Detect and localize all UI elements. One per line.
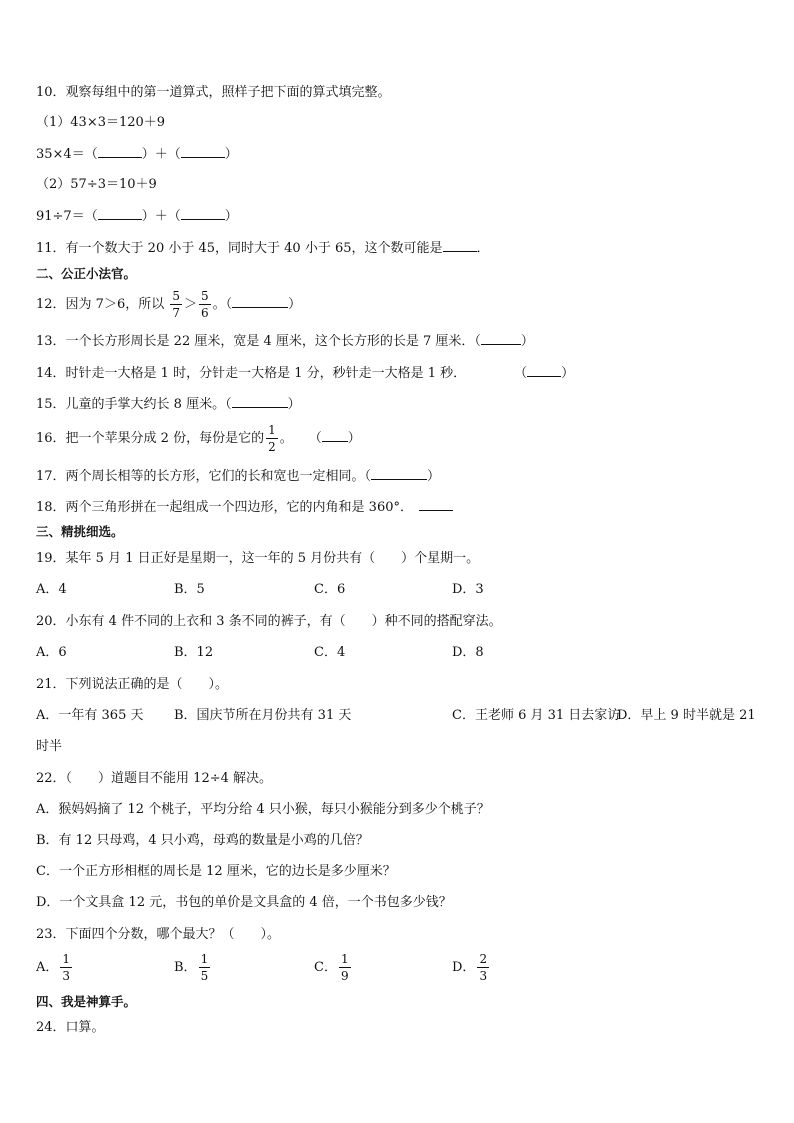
q17: 17．两个周长相等的长方形，它们的长和宽也一定相同。（ ） (36, 469, 441, 484)
answer-blank[interactable] (181, 145, 225, 158)
fraction-5-7: $\frac{5}{7}$ (172, 289, 180, 320)
q21-option-b[interactable]: B．国庆节所在月份共有 31 天 (174, 708, 352, 723)
q18: 18．两个三角形拼在一起组成一个四边形，它的内角和是 360°． (36, 498, 453, 517)
q19-option-c[interactable]: C．6 (314, 582, 346, 597)
q23-stem: 23．下面四个分数，哪个最大？（ ）。 (36, 927, 281, 942)
answer-blank[interactable] (527, 364, 561, 377)
section-3-heading: 三、精挑细选。 (36, 524, 124, 539)
answer-blank[interactable] (232, 395, 288, 408)
q10-example-2: （2）57÷3＝10＋9 (36, 177, 157, 192)
fraction-5-6: $\frac{5}{6}$ (201, 289, 209, 320)
answer-blank[interactable] (98, 145, 142, 158)
q19-option-b[interactable]: B．5 (174, 582, 205, 597)
q20-option-c[interactable]: C．4 (314, 645, 346, 660)
q21-option-c[interactable]: C．王老师 6 月 31 日去家访 (452, 708, 621, 723)
q20-stem: 20．小东有 4 件不同的上衣和 3 条不同的裤子，有（ ）种不同的搭配穿法。 (36, 614, 502, 629)
answer-blank[interactable] (443, 239, 477, 252)
q21-stem: 21．下列说法正确的是（ ）。 (36, 677, 229, 692)
section-2-heading: 二、公正小法官。 (36, 266, 137, 281)
q21-option-a[interactable]: A．一年有 365 天 (36, 708, 144, 723)
q10-title: 10．观察每组中的第一道算式，照样子把下面的算式填完整。 (36, 85, 391, 100)
q23-option-b[interactable]: B． $\frac{1}{5}$ (174, 952, 209, 983)
q19-option-a[interactable]: A．4 (36, 582, 67, 597)
q22-option-b[interactable]: B．有 12 只母鸡，4 只小鸡，母鸡的数量是小鸡的几倍？ (36, 833, 369, 848)
q15: 15．儿童的手掌大约长 8 厘米。（ ） (36, 397, 301, 412)
q12: 12．因为 7＞6，所以 $\frac{5}{7}$ ＞ $\frac{5}{6}$ 。（ ） (36, 289, 302, 320)
q23-option-d[interactable]: D． $\frac{2}{3}$ (452, 952, 488, 983)
fraction-2-3: $\frac{2}{3}$ (479, 952, 488, 983)
q11: 11．有一个数大于 20 小于 45，同时大于 40 小于 65，这个数可能是 ． (36, 241, 490, 256)
answer-blank[interactable] (371, 467, 427, 480)
answer-blank[interactable] (232, 295, 288, 308)
q23-option-a[interactable]: A． $\frac{1}{3}$ (36, 952, 71, 983)
answer-blank[interactable] (181, 207, 225, 220)
q21-option-d[interactable]: D．早上 9 时半就是 21 (617, 708, 756, 723)
q20-option-d[interactable]: D．8 (452, 645, 484, 660)
q10-fill-line-2: 91÷7＝（ ）＋（ ） (36, 209, 238, 224)
q19-option-d[interactable]: D．3 (452, 582, 484, 597)
fraction-1-3: $\frac{1}{3}$ (62, 952, 71, 983)
q22-option-a[interactable]: A．猴妈妈摘了 12 个桃子，平均分给 4 只小猴，每只小猴能分到多少个桃子？ (36, 802, 490, 817)
q22-option-c[interactable]: C．一个正方形相框的周长是 12 厘米，它的边长是多少厘米？ (36, 864, 396, 879)
q22-option-d[interactable]: D．一个文具盒 12 元，书包的单价是文具盒的 4 倍，一个书包多少钱？ (36, 895, 452, 910)
answer-blank[interactable] (481, 332, 521, 345)
q24: 24．口算。 (36, 1020, 105, 1035)
q19-stem: 19．某年 5 月 1 日正好是星期一，这一年的 5 月份共有（ ）个星期一。 (36, 551, 480, 566)
q21-option-d-wrap: 时半 (36, 739, 63, 754)
q20-option-a[interactable]: A．6 (36, 645, 67, 660)
q14: 14．时针走一大格是 1 时，分针走一大格是 1 分，秒针走一大格是 1 秒． （ ） (36, 366, 575, 381)
section-4-heading: 四、我是神算手。 (36, 994, 137, 1009)
answer-blank[interactable] (419, 498, 453, 511)
q10-example-1: （1）43×3＝120＋9 (36, 115, 166, 130)
q20-option-b[interactable]: B．12 (174, 645, 214, 660)
answer-blank[interactable] (98, 207, 142, 220)
q22-stem: 22．（ ）道题目不能用 12÷4 解决。 (36, 771, 273, 786)
fraction-1-5: $\frac{1}{5}$ (200, 952, 209, 983)
q16: 16．把一个苹果分成 2 份，每份是它的 $\frac{1}{2}$ 。 （ ） (36, 423, 361, 454)
q13: 13．一个长方形周长是 22 厘米，宽是 4 厘米，这个长方形的长是 7 厘米．（ ） (36, 334, 534, 349)
fraction-1-9: $\frac{1}{9}$ (340, 952, 349, 983)
fraction-1-2: $\frac{1}{2}$ (268, 423, 276, 454)
q10-fill-line-1: 35×4＝（ ）＋（ ） (36, 147, 238, 162)
q23-option-c[interactable]: C． $\frac{1}{9}$ (314, 952, 349, 983)
answer-blank[interactable] (322, 429, 348, 442)
